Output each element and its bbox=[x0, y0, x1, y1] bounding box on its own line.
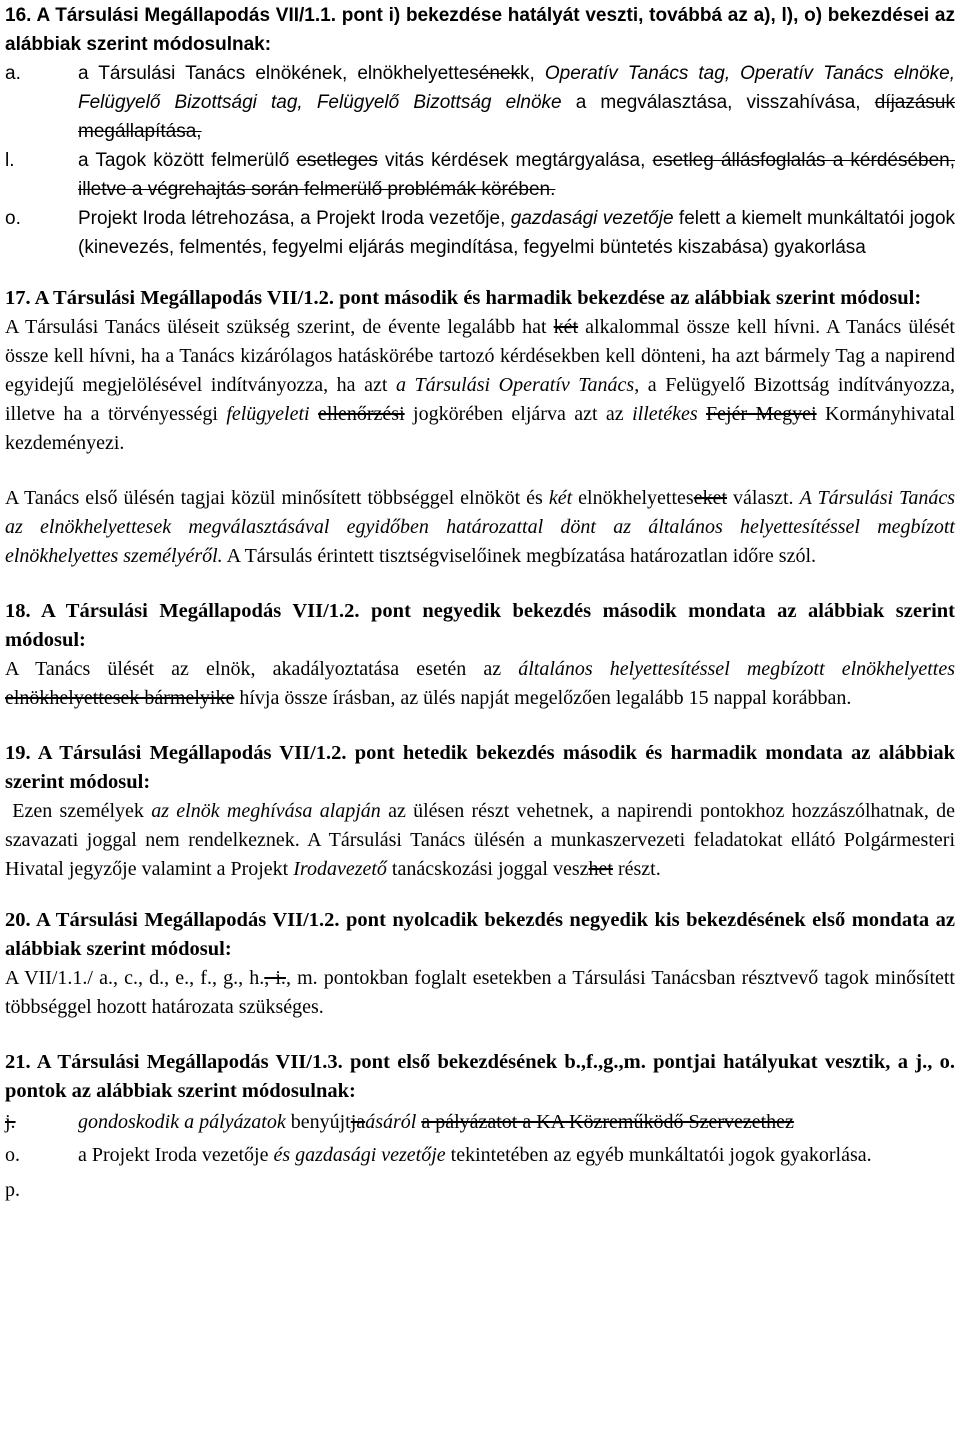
struck-text: eket bbox=[693, 487, 728, 509]
struck-text: esetleg állásfoglalás a kérdésében, illetve a végrehajtás során felmerülő problémák körében. bbox=[78, 150, 956, 200]
section-16-item-l: l. a Tagok között felmerülő esetleges vitás kérdések megtárgyalása, esetleg állásfoglalás a kérdésében, illetve a végrehajtás során felmerülő problémák körében. bbox=[5, 146, 955, 204]
italic-text: az elnök meghívása alapján bbox=[151, 800, 381, 822]
section-20-paragraph: A VII/1.1./ a., c., d., e., f., g., h., i., m. pontokban foglalt esetekben a Társulási Tanácsban résztvevő tagok minősített többséggel hozott határozata szükséges. bbox=[5, 967, 955, 1018]
section-17-paragraph-2: A Tanács első ülésén tagjai közül minősített többséggel elnököt és két elnökhelyetteseket választ. A Társulási Tanács az elnökhelyettesek megválasztásával egyidőben határozattal dönt az általános helyettesítéssel megbízott elnökhelyettes személyéről. A Társulás érintett tisztségviselőinek megbízatása határozatlan időre szól. bbox=[5, 487, 955, 567]
italic-text: felügyeleti bbox=[226, 403, 310, 425]
section-19-paragraph: Ezen személyek az elnök meghívása alapján az ülésen részt vehetnek, a napirendi pontokhoz hozzászólhatnak, de szavazati joggal nem rendelkeznek. A Társulási Tanács ülésén a munkaszervezeti feladatokat ellátó Polgármesteri Hivatal jegyzője valamint a Projekt Irodavezető tanácskozási joggal veszhet részt. bbox=[5, 800, 955, 880]
section-21-item-p bbox=[5, 1174, 955, 1207]
struck-text: esetleges bbox=[296, 150, 378, 171]
section-16-item-o: o. Projekt Iroda létrehozása, a Projekt Iroda vezetője, gazdasági vezetője felett a kiemelt munkáltatói jogok (kinevezés, felmentés, fegyelmi eljárás megindítása, fegyelmi büntetés kiszabása) gyakorlása bbox=[5, 204, 955, 262]
item-marker: l. bbox=[5, 150, 15, 171]
section-21-item-o: o. a Projekt Iroda vezetője és gazdasági vezetője tekintetében az egyéb munkáltatói jogok gyakorlása. bbox=[5, 1139, 955, 1172]
italic-text: A Társulási Tanács az elnökhelyettesek megválasztásával egyidőben határozattal dönt az általános helyettesítéssel megbízott elnökhelyettes személyéről. bbox=[5, 487, 955, 567]
section-17-paragraph-1: A Társulási Tanács üléseit szükség szerint, de évente legalább hat két alkalommal össze kell hívni. A Tanács ülését össze kell hívni, ha a Tanács kizárólagos hatáskörébe tartozó kérdésekben kell dönteni, ha azt bármely Tag a napirend egyidejű megjelölésével indítványozza, ha azt a Társulási Operatív Tanács, a Felügyelő Bizottság indítványozza, illetve ha a törvényességi felügyeleti ellenőrzési jogkörében eljárva azt az illetékes Fejér Megyei Kormányhivatal kezdeményezi. bbox=[5, 316, 956, 454]
struck-text: díjazásuk megállapítása, bbox=[78, 92, 955, 142]
italic-text: ásáról bbox=[365, 1111, 417, 1133]
section-18-paragraph: A Tanács ülését az elnök, akadályoztatása esetén az általános helyettesítéssel megbízott elnökhelyettes elnökhelyettesek bármelyike hívja össze írásban, az ülés napját megelőzően legalább 15 nappal korábban. bbox=[5, 658, 956, 709]
section-20-heading: 20. A Társulási Megállapodás VII/1.2. pont nyolcadik bekezdés negyedik kis bekezdésének első mondata az alábbiak szerint módosul: bbox=[5, 909, 955, 960]
item-marker: o. bbox=[5, 1144, 20, 1166]
struck-text: , i. bbox=[264, 967, 286, 989]
struck-text: ellenőrzési bbox=[318, 403, 405, 425]
italic-text: gazdasági vezetője bbox=[510, 208, 674, 229]
section-16-heading: 16. A Társulási Megállapodás VII/1.1. pont i) bekezdése hatályát veszti, továbbá az a), l), o) bekezdései az alábbiak szerint módosulnak: bbox=[5, 5, 955, 55]
section-16-item-a: a. a Társulási Tanács elnökének, elnökhelyettesénekk, Operatív Tanács tag, Operatív Tanács elnöke, Felügyelő Bizottsági tag, Felügyelő Bizottság elnöke a megválasztása, visszahívása, díjazásuk megállapítása, bbox=[5, 59, 955, 146]
section-21-heading: 21. A Társulási Megállapodás VII/1.3. pont első bekezdésének b.,f.,g.,m. pontjai hatályukat vesztik, a j., o. pontok az alábbiak szerint módosulnak: bbox=[5, 1051, 955, 1102]
struck-text: het bbox=[588, 858, 613, 880]
struck-text: Fejér Megyei bbox=[706, 403, 817, 425]
item-marker: a. bbox=[5, 63, 21, 84]
item-marker: o. bbox=[5, 208, 21, 229]
struck-text: ének bbox=[478, 63, 520, 84]
struck-text: két bbox=[553, 316, 579, 338]
italic-text: illetékes bbox=[632, 403, 698, 425]
section-17-heading: 17. A Társulási Megállapodás VII/1.2. pont második és harmadik bekezdése az alábbiak szerint módosul: bbox=[5, 287, 922, 309]
italic-text: általános helyettesítéssel megbízott elnökhelyettes bbox=[518, 658, 956, 680]
document-page bbox=[5, 0, 955, 1207]
italic-text: Operatív Tanács tag, Operatív Tanács elnöke, Felügyelő Bizottsági tag, Felügyelő Bizottság elnöke bbox=[78, 63, 955, 113]
item-marker: j. bbox=[5, 1111, 16, 1133]
italic-text: gondoskodik a pályázatok bbox=[78, 1111, 286, 1133]
italic-text: és gazdasági vezetője bbox=[273, 1144, 446, 1166]
struck-text: ja bbox=[350, 1111, 366, 1133]
italic-text: Irodavezető bbox=[293, 858, 387, 880]
italic-text: két bbox=[548, 487, 573, 509]
item-marker: p. bbox=[5, 1179, 20, 1201]
italic-text: a Társulási Operatív Tanács bbox=[395, 374, 635, 396]
section-21-item-j: j. gondoskodik a pályázatok benyújtjaásáról a pályázatot a KA Közreműködő Szervezethez bbox=[5, 1106, 955, 1139]
struck-text: elnökhelyettesek bármelyike bbox=[5, 687, 235, 709]
section-18-heading: 18. A Társulási Megállapodás VII/1.2. pont negyedik bekezdés második mondata az alábbiak szerint módosul: bbox=[5, 600, 955, 651]
section-19-heading: 19. A Társulási Megállapodás VII/1.2. pont hetedik bekezdés második és harmadik mondata az alábbiak szerint módosul: bbox=[5, 742, 955, 793]
struck-text: a pályázatot a KA Közreműködő Szervezethez bbox=[421, 1111, 794, 1133]
